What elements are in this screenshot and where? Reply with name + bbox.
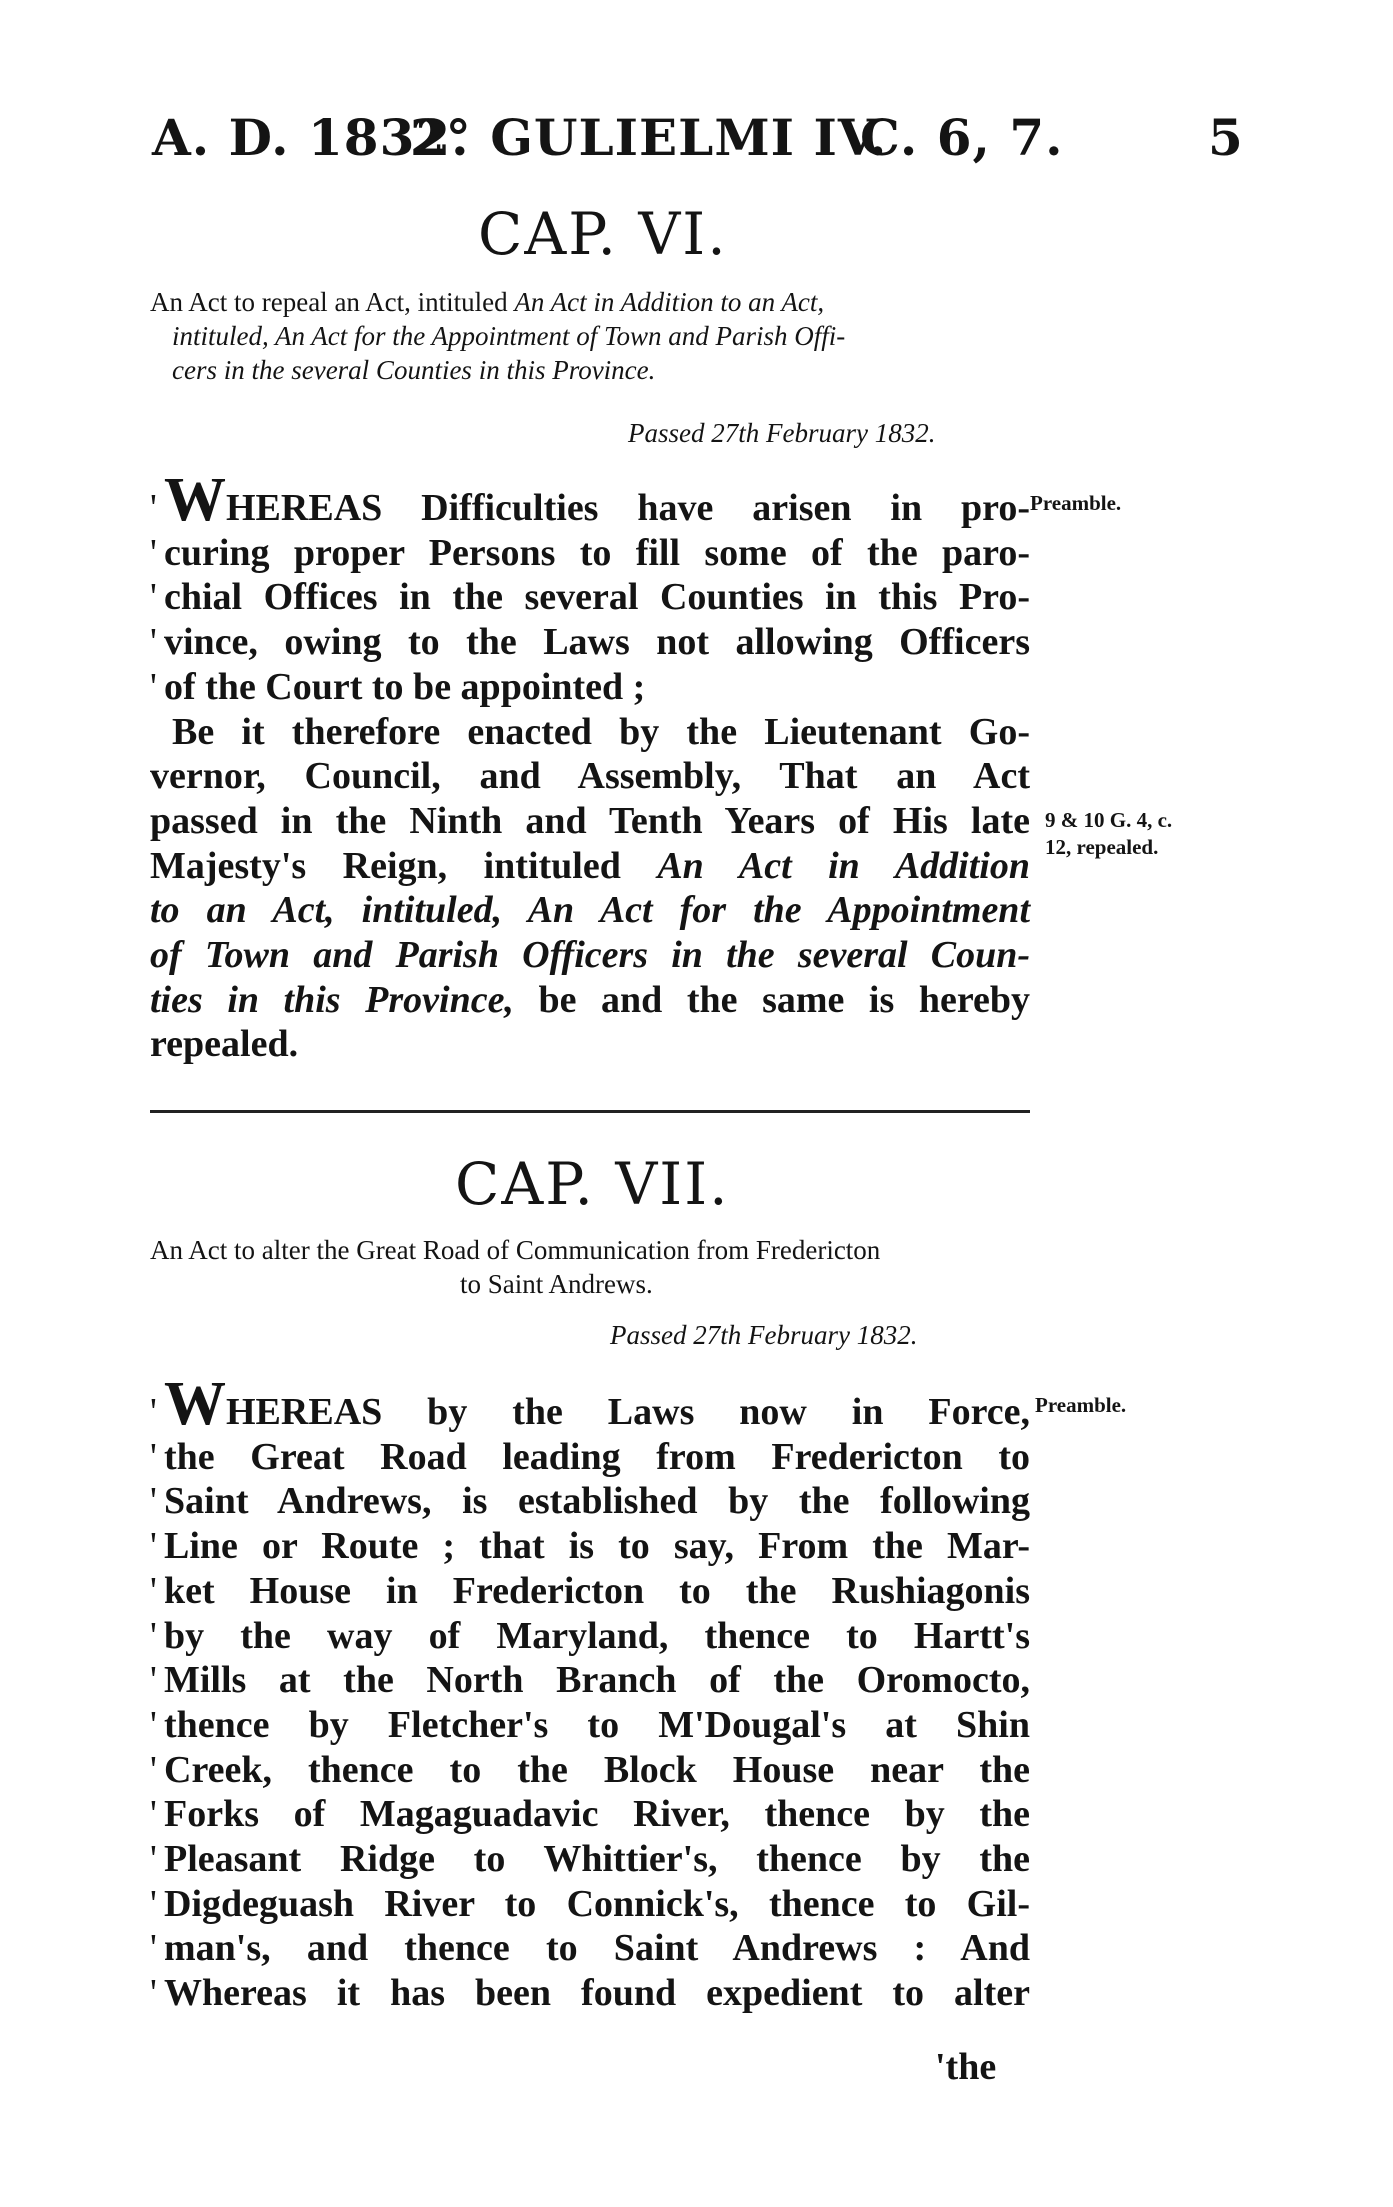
cap6-enact-line: repealed.	[150, 1023, 299, 1066]
cap7-heading: CAP. VII.	[455, 1150, 730, 1218]
cap6-enact-line: passed in the Ninth and Tenth Years of His late	[150, 799, 1030, 842]
cap7-line: ' Whereas it has been found expedient to alter	[150, 1972, 1030, 2015]
catchword: 'the	[935, 2046, 997, 2088]
cap7-line: ' Line or Route ; that is to say, From the Mar-	[150, 1525, 1030, 1568]
cap7-title-line-1: An Act to alter the Great Road of Communication from Fredericton	[150, 1235, 881, 1265]
cap6-preamble-line: ' curing proper Persons to fill some of the paro-	[150, 531, 1030, 574]
cap6-enact-line: Majesty's Reign, intituled An Act in Addition	[150, 844, 1030, 887]
cap7-line: ' man's, and thence to Saint Andrews : And	[150, 1927, 1030, 1970]
cap7-line: ' Mills at the North Branch of the Oromocto,	[150, 1659, 1030, 1702]
cap7-line: ' WHEREAS by the Laws now in Force,	[150, 1370, 1030, 1438]
cap7-line: ' Digdeguash River to Connick's, thence to Gil-	[150, 1882, 1030, 1925]
cap7-passed-date: Passed 27th February 1832.	[610, 1320, 918, 1350]
cap6-enact-line: vernor, Council, and Assembly, That an Act	[150, 755, 1030, 798]
cap7-line: ' by the way of Maryland, thence to Hartt's	[150, 1614, 1030, 1657]
cap7-line: ' Saint Andrews, is established by the following	[150, 1480, 1030, 1523]
cap7-line: ' Creek, thence to the Block House near the	[150, 1748, 1030, 1791]
cap7-body	[150, 1370, 1030, 2016]
cap6-margin-preamble: Preamble.	[1030, 491, 1122, 515]
cap6-enact-line: Be it therefore enacted by the Lieutenant Go-	[172, 710, 1030, 753]
cap6-enact-line: to an Act, intituled, An Act for the Appointment	[150, 889, 1030, 932]
cap7-line: ' Forks of Magaguadavic River, thence by the	[150, 1793, 1030, 1836]
cap6-title-italic-3: cers in the several Counties in this Province.	[172, 355, 656, 385]
cap6-title-italic-1: An Act in Addition to an Act,	[514, 287, 825, 317]
cap7-title	[150, 1233, 1030, 1301]
cap6-heading: CAP. VI.	[478, 200, 728, 268]
cap7-line: ' Pleasant Ridge to Whittier's, thence by the	[150, 1838, 1030, 1881]
cap7-line: ' thence by Fletcher's to M'Dougal's at Shin	[150, 1703, 1030, 1746]
cap6-body	[150, 466, 1030, 1067]
cap6-preamble-line: ' vince, owing to the Laws not allowing Officers	[150, 621, 1030, 664]
cap6-margin-repealed-2: 12, repealed.	[1045, 835, 1159, 859]
cap7-margin-preamble: Preamble.	[1035, 1393, 1127, 1417]
cap6-title-lead: An Act to repeal an Act, intituled	[150, 287, 508, 317]
header-date: A. D. 1832.	[152, 108, 470, 167]
cap7-line: ' the Great Road leading from Fredericton to	[150, 1435, 1030, 1478]
header-reign: 2° GULIELMI IV.	[410, 108, 888, 167]
cap6-enact-line: ties in this Province, be and the same is hereby	[150, 978, 1030, 1021]
cap6-preamble-line: ' chial Offices in the several Counties in this Pro-	[150, 576, 1030, 619]
cap6-preamble-line: ' of the Court to be appointed ;	[150, 665, 646, 708]
header-chapters: C. 6, 7.	[860, 108, 1064, 167]
cap6-title	[150, 285, 1030, 387]
cap6-title-italic-2: intituled, An Act for the Appointment of Town and Parish Offi-	[172, 321, 846, 351]
cap7-line: ' ket House in Fredericton to the Rushiagonis	[150, 1569, 1030, 1612]
section-divider	[150, 1110, 1030, 1113]
cap6-preamble-line: ' WHEREAS Difficulties have arisen in pro-	[150, 466, 1030, 534]
cap6-margin-repealed-1: 9 & 10 G. 4, c.	[1045, 808, 1173, 832]
cap7-title-line-2: to Saint Andrews.	[460, 1269, 653, 1299]
cap6-enact-line: of Town and Parish Officers in the several Coun-	[150, 934, 1030, 977]
cap6-passed-date: Passed 27th February 1832.	[628, 418, 936, 448]
page-number: 5	[1208, 108, 1244, 167]
